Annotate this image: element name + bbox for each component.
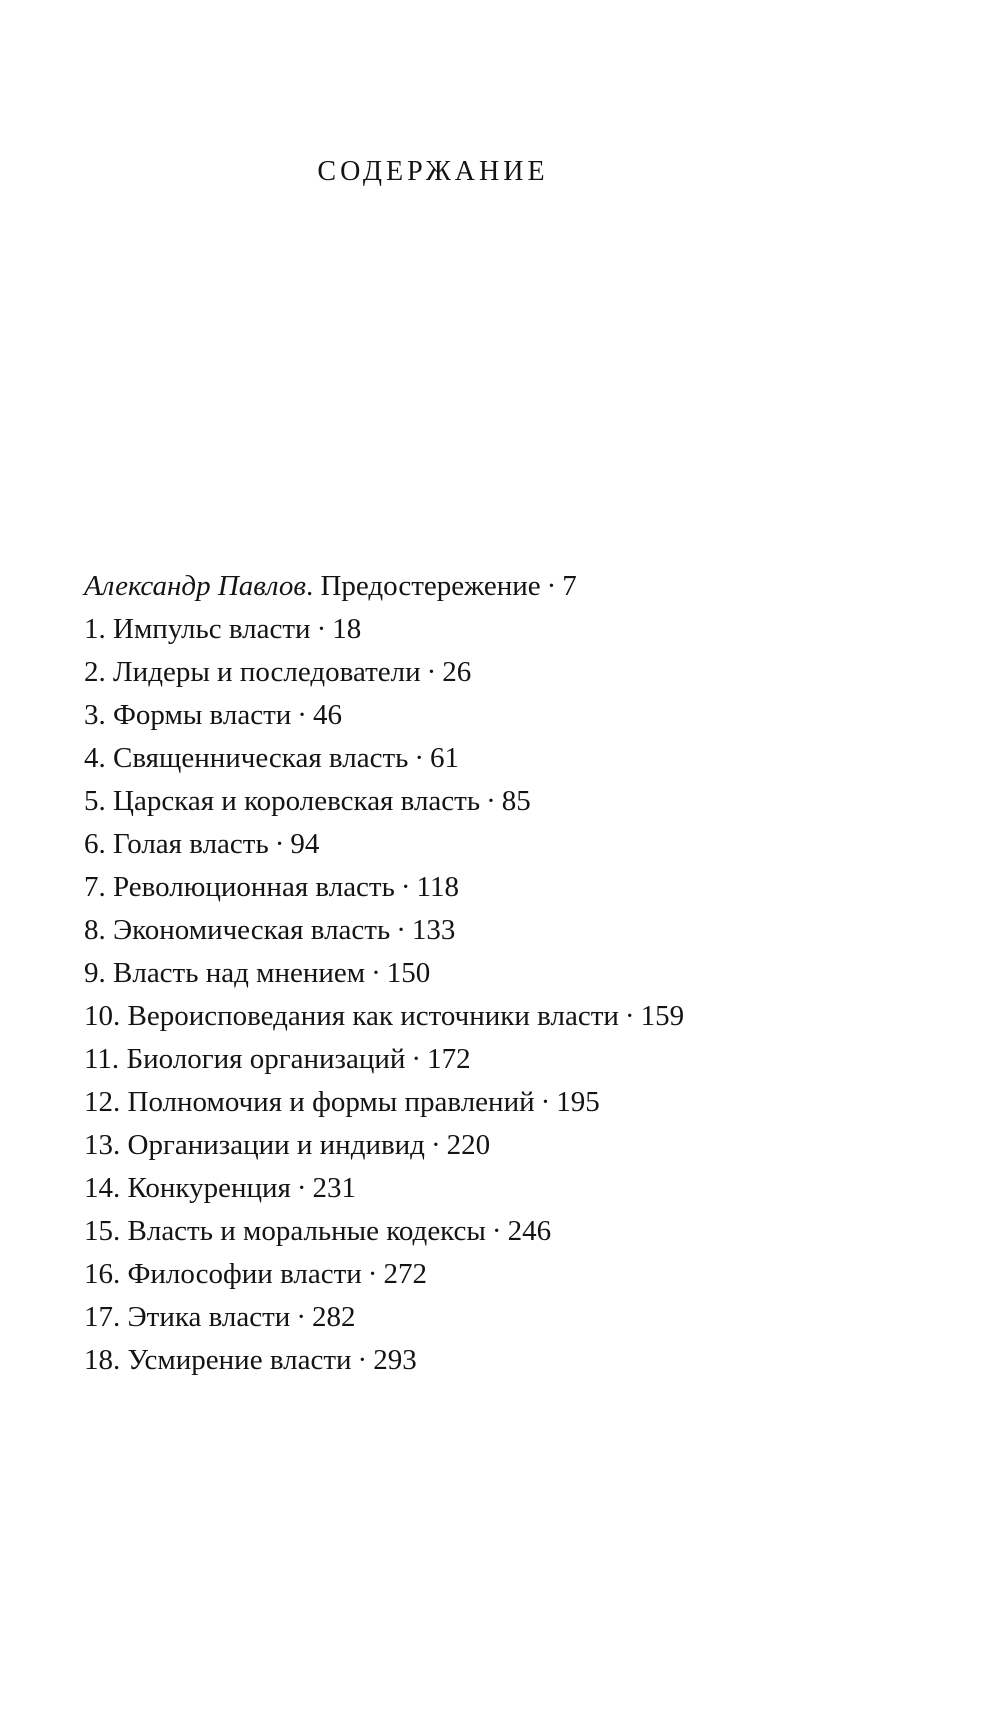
chapter-title: Импульс власти (113, 613, 311, 645)
chapter-title: Власть и моральные кодексы (127, 1215, 486, 1247)
chapter-number: 3. (84, 699, 106, 731)
chapter-page-number: 94 (290, 828, 320, 860)
separator-dot: · (296, 1172, 307, 1204)
chapter-number: 11. (84, 1043, 120, 1075)
chapter-number: 12. (84, 1086, 121, 1118)
chapter-number: 13. (84, 1129, 121, 1161)
separator-dot: · (491, 1215, 502, 1247)
toc-entry (84, 995, 684, 1038)
chapter-page-number: 246 (507, 1215, 552, 1247)
chapter-page-number: 195 (556, 1086, 600, 1118)
chapter-number: 18. (84, 1344, 121, 1376)
chapter-title: Биология организаций (126, 1043, 406, 1075)
chapter-number: 1. (84, 613, 106, 645)
preface-title: Предостережение (320, 570, 541, 602)
separator-dot: · (426, 656, 437, 688)
chapter-title: Конкуренция (127, 1172, 291, 1204)
separator-dot: · (357, 1344, 368, 1376)
separator-dot: · (367, 1258, 378, 1290)
toc-entry (84, 1081, 684, 1124)
toc-entry (84, 1296, 684, 1339)
separator-dot: · (296, 1301, 306, 1333)
chapter-title: Революционная власть (113, 871, 395, 903)
table-of-contents (84, 565, 684, 1382)
chapter-page-number: 85 (501, 785, 531, 817)
chapter-title: Власть над мнением (113, 957, 366, 989)
chapter-page-number: 61 (430, 742, 460, 774)
page-title: СОДЕРЖАНИЕ (317, 156, 549, 187)
separator-dot: · (411, 1043, 422, 1075)
toc-entry (84, 952, 684, 995)
toc-entry-preface (84, 565, 684, 608)
toc-entry (84, 1038, 684, 1081)
chapter-number: 6. (84, 828, 106, 860)
chapter-title: Царская и королевская власть (113, 785, 481, 817)
chapter-page-number: 172 (427, 1043, 471, 1075)
toc-entry (84, 823, 684, 866)
toc-entry (84, 651, 684, 694)
toc-entry (84, 1339, 684, 1382)
separator-dot: · (540, 1086, 551, 1118)
chapter-number: 16. (84, 1258, 121, 1290)
chapter-title: Организации и индивид (127, 1129, 425, 1161)
chapter-number: 15. (84, 1215, 121, 1247)
chapter-number: 10. (84, 1000, 121, 1032)
chapter-number: 4. (84, 742, 106, 774)
chapter-number: 7. (84, 871, 106, 903)
toc-entry (84, 694, 684, 737)
chapter-number: 17. (84, 1301, 121, 1333)
chapter-page-number: 282 (312, 1301, 356, 1333)
chapter-page-number: 293 (373, 1344, 417, 1376)
separator-dot: · (400, 871, 411, 903)
chapter-number: 9. (84, 957, 106, 989)
separator-dot: · (371, 957, 381, 989)
separator-dot: · (546, 570, 557, 602)
chapter-number: 14. (84, 1172, 121, 1204)
chapter-number: 2. (84, 656, 106, 688)
chapter-number: 8. (84, 914, 106, 946)
toc-entry (84, 737, 684, 780)
toc-entry (84, 1253, 684, 1296)
separator-dot: · (297, 699, 307, 731)
chapter-number: 5. (84, 785, 106, 817)
chapter-title: Усмирение власти (127, 1344, 352, 1376)
separator-dot: · (414, 742, 425, 774)
preface-page-number: 7 (562, 570, 577, 602)
chapter-page-number: 231 (312, 1172, 357, 1204)
chapter-title: Формы власти (113, 699, 292, 731)
chapter-page-number: 118 (416, 871, 459, 903)
toc-entry (84, 780, 684, 823)
preface-author-punct: . (305, 570, 314, 602)
chapter-title: Полномочия и формы правлений (127, 1086, 535, 1118)
separator-dot: · (274, 828, 285, 860)
chapter-page-number: 133 (411, 914, 456, 946)
chapter-page-number: 159 (640, 1000, 685, 1032)
preface-author: Александр Павлов (84, 570, 306, 602)
separator-dot: · (486, 785, 496, 817)
chapter-page-number: 220 (446, 1129, 491, 1161)
separator-dot: · (316, 613, 327, 645)
chapter-page-number: 150 (386, 957, 431, 989)
chapter-title: Философии власти (127, 1258, 362, 1290)
chapter-page-number: 272 (383, 1258, 427, 1290)
toc-entry (84, 866, 684, 909)
separator-dot: · (430, 1129, 441, 1161)
toc-entry (84, 1124, 684, 1167)
chapter-title: Вероисповедания как источники власти (127, 1000, 619, 1032)
chapter-title: Этика власти (127, 1301, 291, 1333)
chapter-title: Лидеры и последователи (113, 656, 421, 688)
toc-entry (84, 608, 684, 651)
chapter-page-number: 26 (442, 656, 472, 688)
chapter-title: Священническая власть (113, 742, 409, 774)
chapter-title: Экономическая власть (113, 914, 391, 946)
toc-entry (84, 1167, 684, 1210)
chapter-page-number: 18 (332, 613, 362, 645)
toc-entry (84, 1210, 684, 1253)
separator-dot: · (396, 914, 406, 946)
chapter-title: Голая власть (113, 828, 269, 860)
chapter-page-number: 46 (312, 699, 342, 731)
toc-entry (84, 909, 684, 952)
separator-dot: · (624, 1000, 635, 1032)
